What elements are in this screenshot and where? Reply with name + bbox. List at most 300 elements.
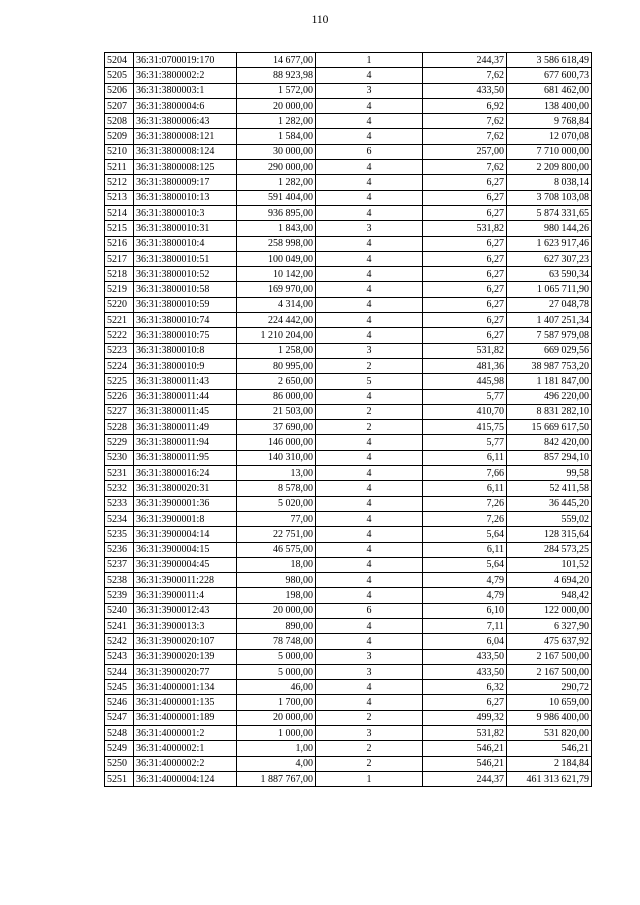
row-number-cell: 5232 [105,481,134,496]
category-cell: 4 [316,251,423,266]
cadastral-number-cell: 36:31:3800011:43 [134,374,237,389]
cadastral-value-cell: 3 586 618,49 [507,53,592,68]
page-number: 110 [311,14,329,26]
rate-cell: 7,66 [423,466,507,481]
table-row [105,573,592,588]
cadastral-value-table [104,52,592,787]
row-number-cell: 5213 [105,190,134,205]
rate-cell: 7,62 [423,68,507,83]
rate-cell: 6,11 [423,542,507,557]
cadastral-number-cell: 36:31:3800010:75 [134,328,237,343]
table-row [105,481,592,496]
area-cell: 1 258,00 [237,343,316,358]
row-number-cell: 5225 [105,374,134,389]
row-number-cell: 5218 [105,267,134,282]
category-cell: 4 [316,190,423,205]
area-cell: 100 049,00 [237,251,316,266]
category-cell: 4 [316,328,423,343]
cadastral-value-cell: 9 986 400,00 [507,710,592,725]
area-cell: 290 000,00 [237,160,316,175]
table-row [105,496,592,511]
row-number-cell: 5206 [105,83,134,98]
cadastral-number-cell: 36:31:4000001:134 [134,680,237,695]
table-row [105,221,592,236]
cadastral-value-cell: 27 048,78 [507,297,592,312]
rate-cell: 5,64 [423,557,507,572]
rate-cell: 6,27 [423,695,507,710]
cadastral-value-cell: 546,21 [507,741,592,756]
cadastral-number-cell: 36:31:3800010:58 [134,282,237,297]
cadastral-number-cell: 36:31:3900020:107 [134,634,237,649]
area-cell: 1 000,00 [237,726,316,741]
area-cell: 591 404,00 [237,190,316,205]
row-number-cell: 5228 [105,420,134,435]
cadastral-value-cell: 52 411,58 [507,481,592,496]
cadastral-number-cell: 36:31:3800011:49 [134,420,237,435]
table-row [105,420,592,435]
category-cell: 4 [316,129,423,144]
area-cell: 22 751,00 [237,527,316,542]
table-row [105,435,592,450]
rate-cell: 6,27 [423,297,507,312]
area-cell: 4,00 [237,756,316,771]
cadastral-value-cell: 531 820,00 [507,726,592,741]
category-cell: 4 [316,573,423,588]
area-cell: 1 887 767,00 [237,771,316,786]
cadastral-value-cell: 559,02 [507,511,592,526]
table-row [105,236,592,251]
row-number-cell: 5222 [105,328,134,343]
category-cell: 3 [316,83,423,98]
table-row [105,649,592,664]
rate-cell: 6,27 [423,205,507,220]
table-row [105,53,592,68]
row-number-cell: 5247 [105,710,134,725]
rate-cell: 7,11 [423,618,507,633]
table-row [105,756,592,771]
cadastral-value-cell: 99,58 [507,466,592,481]
cadastral-number-cell: 36:31:3800008:125 [134,160,237,175]
cadastral-number-cell: 36:31:4000001:189 [134,710,237,725]
rate-cell: 6,92 [423,98,507,113]
rate-cell: 6,27 [423,282,507,297]
cadastral-number-cell: 36:31:3800003:1 [134,83,237,98]
rate-cell: 433,50 [423,83,507,98]
row-number-cell: 5231 [105,466,134,481]
row-number-cell: 5246 [105,695,134,710]
table-row [105,190,592,205]
rate-cell: 415,75 [423,420,507,435]
area-cell: 88 923,98 [237,68,316,83]
row-number-cell: 5211 [105,160,134,175]
area-cell: 4 314,00 [237,297,316,312]
cadastral-value-cell: 681 462,00 [507,83,592,98]
cadastral-number-cell: 36:31:3900011:228 [134,573,237,588]
row-number-cell: 5209 [105,129,134,144]
cadastral-number-cell: 36:31:3800010:31 [134,221,237,236]
category-cell: 4 [316,68,423,83]
table-row [105,389,592,404]
category-cell: 2 [316,404,423,419]
row-number-cell: 5233 [105,496,134,511]
row-number-cell: 5240 [105,603,134,618]
cadastral-value-cell: 15 669 617,50 [507,420,592,435]
cadastral-number-cell: 36:31:3900004:15 [134,542,237,557]
cadastral-number-cell: 36:31:3900004:14 [134,527,237,542]
rate-cell: 6,27 [423,328,507,343]
area-cell: 8 578,00 [237,481,316,496]
cadastral-number-cell: 36:31:4000004:124 [134,771,237,786]
category-cell: 2 [316,710,423,725]
rate-cell: 6,27 [423,175,507,190]
cadastral-value-cell: 857 294,10 [507,450,592,465]
rate-cell: 6,32 [423,680,507,695]
area-cell: 30 000,00 [237,144,316,159]
category-cell: 4 [316,435,423,450]
table-row [105,267,592,282]
cadastral-value-cell: 7 587 979,08 [507,328,592,343]
cadastral-value-cell: 2 167 500,00 [507,664,592,679]
cadastral-number-cell: 36:31:3800010:4 [134,236,237,251]
rate-cell: 7,26 [423,511,507,526]
rate-cell: 6,27 [423,190,507,205]
area-cell: 1 282,00 [237,114,316,129]
category-cell: 2 [316,358,423,373]
category-cell: 4 [316,695,423,710]
cadastral-value-cell: 8 831 282,10 [507,404,592,419]
rate-cell: 5,77 [423,435,507,450]
cadastral-value-cell: 122 000,00 [507,603,592,618]
area-cell: 5 020,00 [237,496,316,511]
cadastral-value-cell: 9 768,84 [507,114,592,129]
rate-cell: 7,62 [423,114,507,129]
category-cell: 3 [316,726,423,741]
row-number-cell: 5242 [105,634,134,649]
table-row [105,634,592,649]
cadastral-number-cell: 36:31:4000001:2 [134,726,237,741]
category-cell: 6 [316,603,423,618]
category-cell: 4 [316,389,423,404]
row-number-cell: 5215 [105,221,134,236]
area-cell: 18,00 [237,557,316,572]
category-cell: 6 [316,144,423,159]
cadastral-value-cell: 138 400,00 [507,98,592,113]
row-number-cell: 5243 [105,649,134,664]
table-row [105,680,592,695]
table-row [105,205,592,220]
category-cell: 4 [316,511,423,526]
category-cell: 4 [316,496,423,511]
area-cell: 224 442,00 [237,313,316,328]
category-cell: 4 [316,98,423,113]
category-cell: 4 [316,313,423,328]
table-row [105,741,592,756]
category-cell: 4 [316,588,423,603]
category-cell: 3 [316,664,423,679]
area-cell: 77,00 [237,511,316,526]
area-cell: 1,00 [237,741,316,756]
cadastral-number-cell: 36:31:3800008:121 [134,129,237,144]
rate-cell: 433,50 [423,664,507,679]
rate-cell: 531,82 [423,221,507,236]
cadastral-value-cell: 2 167 500,00 [507,649,592,664]
rate-cell: 445,98 [423,374,507,389]
category-cell: 4 [316,114,423,129]
cadastral-value-cell: 4 694,20 [507,573,592,588]
category-cell: 4 [316,542,423,557]
row-number-cell: 5226 [105,389,134,404]
cadastral-number-cell: 36:31:3800010:9 [134,358,237,373]
category-cell: 2 [316,420,423,435]
area-cell: 46 575,00 [237,542,316,557]
rate-cell: 531,82 [423,726,507,741]
row-number-cell: 5204 [105,53,134,68]
rate-cell: 7,26 [423,496,507,511]
rate-cell: 546,21 [423,756,507,771]
area-cell: 14 677,00 [237,53,316,68]
table-row [105,313,592,328]
row-number-cell: 5250 [105,756,134,771]
table-row [105,251,592,266]
area-cell: 169 970,00 [237,282,316,297]
row-number-cell: 5210 [105,144,134,159]
cadastral-number-cell: 36:31:3900012:43 [134,603,237,618]
row-number-cell: 5216 [105,236,134,251]
cadastral-value-cell: 38 987 753,20 [507,358,592,373]
category-cell: 1 [316,53,423,68]
cadastral-number-cell: 36:31:3900020:77 [134,664,237,679]
cadastral-number-cell: 36:31:3900013:3 [134,618,237,633]
table-row [105,175,592,190]
table-row [105,374,592,389]
row-number-cell: 5220 [105,297,134,312]
area-cell: 1 282,00 [237,175,316,190]
area-cell: 5 000,00 [237,664,316,679]
category-cell: 4 [316,297,423,312]
table-row [105,328,592,343]
rate-cell: 6,27 [423,236,507,251]
cadastral-number-cell: 36:31:4000001:135 [134,695,237,710]
row-number-cell: 5238 [105,573,134,588]
area-cell: 1 210 204,00 [237,328,316,343]
row-number-cell: 5219 [105,282,134,297]
cadastral-value-cell: 290,72 [507,680,592,695]
cadastral-value-cell: 980 144,26 [507,221,592,236]
cadastral-value-cell: 8 038,14 [507,175,592,190]
table-row [105,144,592,159]
cadastral-number-cell: 36:31:3800011:45 [134,404,237,419]
row-number-cell: 5217 [105,251,134,266]
category-cell: 4 [316,282,423,297]
row-number-cell: 5223 [105,343,134,358]
table-row [105,98,592,113]
rate-cell: 6,27 [423,313,507,328]
row-number-cell: 5205 [105,68,134,83]
table-row [105,603,592,618]
rate-cell: 244,37 [423,53,507,68]
category-cell: 4 [316,527,423,542]
row-number-cell: 5245 [105,680,134,695]
table-row [105,771,592,786]
table-row [105,129,592,144]
cadastral-value-cell: 6 327,90 [507,618,592,633]
category-cell: 4 [316,236,423,251]
table-row [105,68,592,83]
category-cell: 4 [316,466,423,481]
table-row [105,695,592,710]
cadastral-value-cell: 627 307,23 [507,251,592,266]
area-cell: 80 995,00 [237,358,316,373]
table-row [105,297,592,312]
category-cell: 3 [316,221,423,236]
rate-cell: 257,00 [423,144,507,159]
category-cell: 4 [316,481,423,496]
cadastral-value-cell: 1 181 847,00 [507,374,592,389]
table-row [105,114,592,129]
table-row [105,404,592,419]
area-cell: 890,00 [237,618,316,633]
row-number-cell: 5208 [105,114,134,129]
cadastral-number-cell: 36:31:4000002:1 [134,741,237,756]
rate-cell: 7,62 [423,129,507,144]
category-cell: 4 [316,557,423,572]
cadastral-number-cell: 36:31:3800011:95 [134,450,237,465]
cadastral-number-cell: 36:31:3800006:43 [134,114,237,129]
cadastral-number-cell: 36:31:3800011:44 [134,389,237,404]
row-number-cell: 5234 [105,511,134,526]
cadastral-number-cell: 36:31:3900020:139 [134,649,237,664]
cadastral-value-cell: 948,42 [507,588,592,603]
cadastral-number-cell: 36:31:3800010:74 [134,313,237,328]
category-cell: 2 [316,741,423,756]
cadastral-value-cell: 128 315,64 [507,527,592,542]
area-cell: 980,00 [237,573,316,588]
cadastral-number-cell: 36:31:3800004:6 [134,98,237,113]
cadastral-value-cell: 2 209 800,00 [507,160,592,175]
row-number-cell: 5224 [105,358,134,373]
area-cell: 37 690,00 [237,420,316,435]
row-number-cell: 5251 [105,771,134,786]
row-number-cell: 5237 [105,557,134,572]
area-cell: 78 748,00 [237,634,316,649]
rate-cell: 7,62 [423,160,507,175]
row-number-cell: 5244 [105,664,134,679]
row-number-cell: 5227 [105,404,134,419]
cadastral-value-cell: 7 710 000,00 [507,144,592,159]
cadastral-value-cell: 3 708 103,08 [507,190,592,205]
area-cell: 20 000,00 [237,98,316,113]
cadastral-number-cell: 36:31:3800002:2 [134,68,237,83]
area-cell: 5 000,00 [237,649,316,664]
cadastral-number-cell: 36:31:4000002:2 [134,756,237,771]
row-number-cell: 5248 [105,726,134,741]
table-row [105,160,592,175]
cadastral-number-cell: 36:31:3800010:8 [134,343,237,358]
table-row [105,664,592,679]
area-cell: 13,00 [237,466,316,481]
area-cell: 1 572,00 [237,83,316,98]
cadastral-value-cell: 63 590,34 [507,267,592,282]
rate-cell: 481,36 [423,358,507,373]
area-cell: 86 000,00 [237,389,316,404]
cadastral-value-cell: 12 070,08 [507,129,592,144]
row-number-cell: 5212 [105,175,134,190]
area-cell: 140 310,00 [237,450,316,465]
cadastral-number-cell: 36:31:3800008:124 [134,144,237,159]
cadastral-number-cell: 36:31:3800010:3 [134,205,237,220]
cadastral-number-cell: 36:31:3900011:4 [134,588,237,603]
category-cell: 4 [316,267,423,282]
cadastral-value-cell: 1 407 251,34 [507,313,592,328]
row-number-cell: 5241 [105,618,134,633]
cadastral-number-cell: 36:31:3800009:17 [134,175,237,190]
cadastral-value-cell: 461 313 621,79 [507,771,592,786]
cadastral-value-cell: 1 065 711,90 [507,282,592,297]
category-cell: 4 [316,618,423,633]
row-number-cell: 5214 [105,205,134,220]
rate-cell: 6,11 [423,481,507,496]
rate-cell: 410,70 [423,404,507,419]
area-cell: 936 895,00 [237,205,316,220]
rate-cell: 6,27 [423,267,507,282]
table-row [105,527,592,542]
area-cell: 1 843,00 [237,221,316,236]
area-cell: 2 650,00 [237,374,316,389]
table-row [105,282,592,297]
rate-cell: 499,32 [423,710,507,725]
row-number-cell: 5249 [105,741,134,756]
rate-cell: 4,79 [423,573,507,588]
cadastral-number-cell: 36:31:3800010:59 [134,297,237,312]
cadastral-number-cell: 36:31:3800016:24 [134,466,237,481]
cadastral-value-cell: 677 600,73 [507,68,592,83]
row-number-cell: 5207 [105,98,134,113]
category-cell: 1 [316,771,423,786]
cadastral-number-cell: 36:31:3900001:36 [134,496,237,511]
table-row [105,83,592,98]
table-row [105,466,592,481]
category-cell: 4 [316,450,423,465]
area-cell: 1 584,00 [237,129,316,144]
cadastral-number-cell: 36:31:3800010:13 [134,190,237,205]
area-cell: 21 503,00 [237,404,316,419]
category-cell: 3 [316,649,423,664]
category-cell: 4 [316,175,423,190]
table-row [105,358,592,373]
cadastral-value-cell: 496 220,00 [507,389,592,404]
cadastral-number-cell: 36:31:3800020:31 [134,481,237,496]
cadastral-value-cell: 36 445,20 [507,496,592,511]
cadastral-number-cell: 36:31:3900001:8 [134,511,237,526]
rate-cell: 546,21 [423,741,507,756]
cadastral-number-cell: 36:31:3800010:52 [134,267,237,282]
table-row [105,726,592,741]
area-cell: 258 998,00 [237,236,316,251]
row-number-cell: 5239 [105,588,134,603]
rate-cell: 6,10 [423,603,507,618]
category-cell: 4 [316,634,423,649]
cadastral-number-cell: 36:31:0700019:170 [134,53,237,68]
table-row [105,710,592,725]
table-row [105,588,592,603]
category-cell: 5 [316,374,423,389]
rate-cell: 5,64 [423,527,507,542]
rate-cell: 433,50 [423,649,507,664]
rate-cell: 6,04 [423,634,507,649]
area-cell: 46,00 [237,680,316,695]
row-number-cell: 5230 [105,450,134,465]
category-cell: 4 [316,205,423,220]
